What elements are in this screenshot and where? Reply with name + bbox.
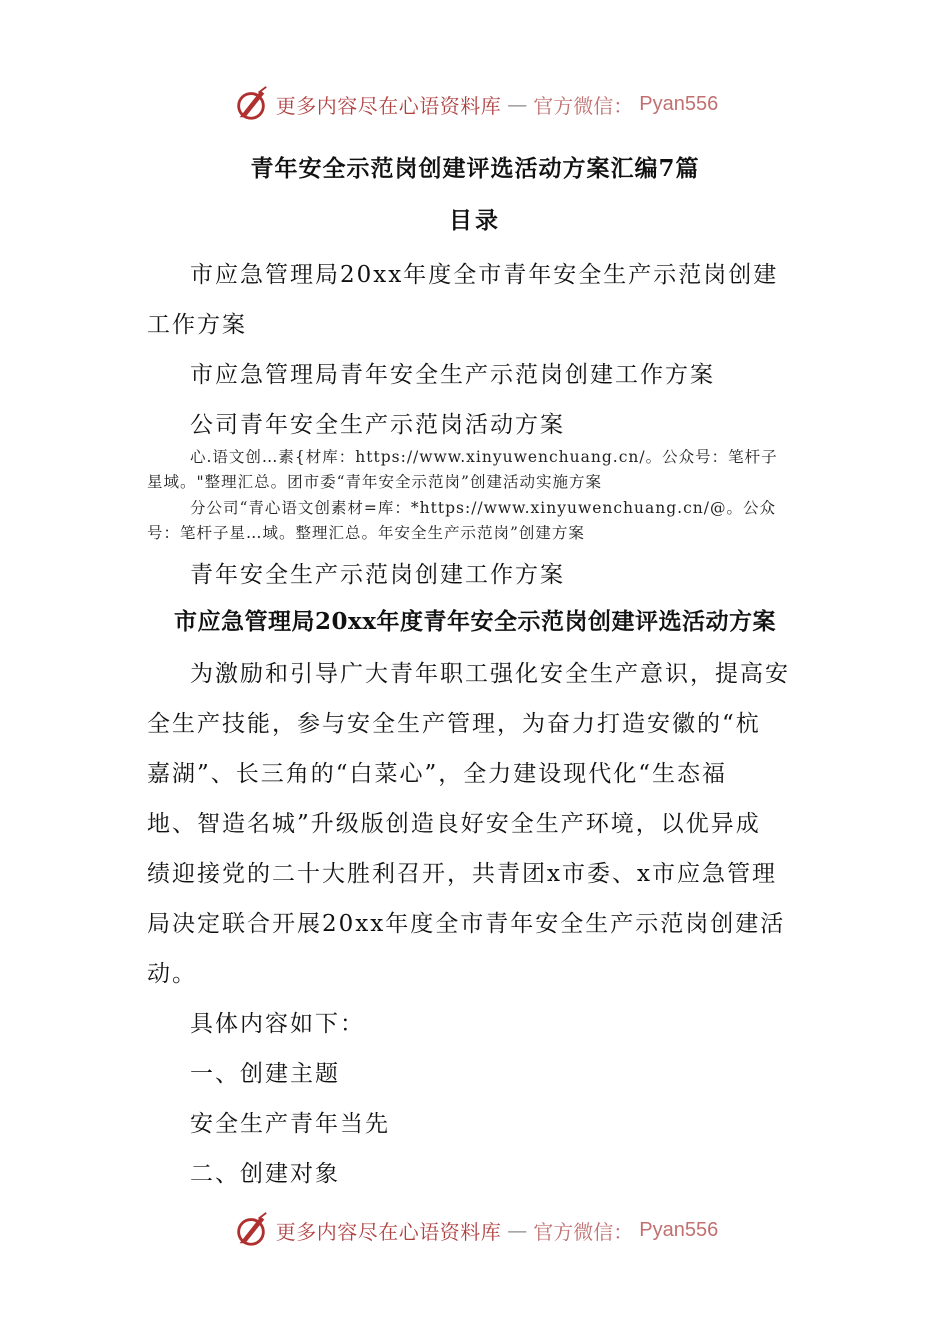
heading-creation-theme: 一、创建主题 <box>190 1061 340 1087</box>
banner-wechat-id: Pyan556 <box>639 92 719 115</box>
toc-heading: 目录 <box>449 207 501 234</box>
heading-creation-target: 二、创建对象 <box>190 1161 340 1187</box>
section-title: 市应急管理局20xx年度青年安全示范岗创建评选活动方案 <box>174 608 776 635</box>
toc-item-4-line2: 星域。"整理汇总。团市委“青年安全示范岗”创建活动实施方案 <box>147 473 602 491</box>
body-line-2: 全生产技能，参与安全生产管理，为奋力打造安徽的“杭 <box>147 711 761 737</box>
body-line-3: 嘉湖”、长三角的“白菜心”，全力建设现代化“生态福 <box>147 761 728 787</box>
content-intro: 具体内容如下： <box>190 1011 365 1037</box>
body-line-7: 动。 <box>147 961 197 987</box>
banner-text: 更多内容尽在心语资料库 <box>275 93 502 118</box>
banner-wechat-label: 官方微信： <box>533 1219 634 1244</box>
toc-item-6: 青年安全生产示范岗创建工作方案 <box>190 562 565 588</box>
body-line-6: 局决定联合开展20xx年度全市青年安全生产示范岗创建活 <box>147 911 786 937</box>
banner-separator: — <box>507 92 528 116</box>
body-line-4: 地、智造名城”升级版创造良好安全生产环境，以优异成 <box>147 811 761 837</box>
toc-item-1-line1: 市应急管理局20xx年度全市青年安全生产示范岗创建 <box>190 262 779 288</box>
banner-text: 更多内容尽在心语资料库 <box>275 1219 502 1244</box>
toc-item-2: 市应急管理局青年安全生产示范岗创建工作方案 <box>190 362 715 388</box>
banner-separator: — <box>507 1218 528 1242</box>
footer-banner <box>0 1210 950 1250</box>
body-line-1: 为激励和引导广大青年职工强化安全生产意识，提高安 <box>190 661 790 687</box>
toc-item-4-line1: 心.语文创…素{材库：https://www.xinyuwenchuang.cn/。公众号：笔杆子 <box>190 448 778 466</box>
banner-wechat-label: 官方微信： <box>533 93 634 118</box>
document-title: 青年安全示范岗创建评选活动方案汇编7篇 <box>250 155 700 182</box>
toc-item-5-line2: 号：笔杆子星…域。整理汇总。年安全生产示范岗”创建方案 <box>147 524 585 542</box>
header-banner <box>0 84 950 124</box>
quill-logo-icon <box>232 1211 270 1249</box>
theme-text: 安全生产青年当先 <box>190 1111 390 1137</box>
toc-item-3: 公司青年安全生产示范岗活动方案 <box>190 412 565 438</box>
banner-wechat-id: Pyan556 <box>639 1218 719 1241</box>
quill-logo-icon <box>232 85 270 123</box>
toc-item-5-line1: 分公司“青心语文创素材=库：*https://www.xinyuwenchuang.cn/@。公众 <box>190 499 776 517</box>
body-line-5: 绩迎接党的二十大胜利召开，共青团x市委、x市应急管理 <box>147 861 777 887</box>
toc-item-1-line2: 工作方案 <box>147 312 247 338</box>
